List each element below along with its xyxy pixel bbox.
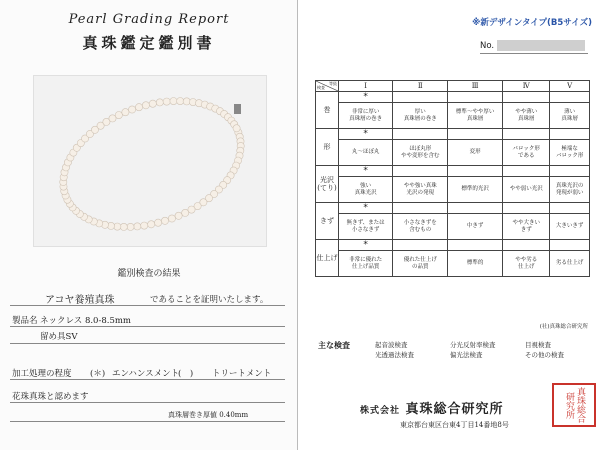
grade-mark-cell: * [339, 129, 393, 140]
grade-star-row [316, 166, 590, 177]
grade-desc-row [316, 140, 590, 166]
corner-bottom-label: 検査 [317, 85, 325, 90]
natural-pearl-statement: 花珠真珠と認めます [12, 392, 89, 402]
processing-opt2-mark: ( ) [178, 369, 194, 379]
pearl-type: アコヤ養殖真珠 [45, 295, 115, 306]
criterion-label: 光沢 (てり) [316, 166, 339, 203]
grade-mark-cell [393, 92, 448, 103]
grade-mark-cell [393, 166, 448, 177]
report-title-japanese: 真珠鑑定鑑別書 [82, 34, 216, 52]
grade-description: 優れた仕上げ の品質 [393, 251, 448, 277]
processing-opt1: エンハンスメント [112, 369, 180, 379]
grade-description: 厚い 真珠層の巻き [393, 103, 448, 129]
grade-desc-row [316, 214, 590, 240]
clasp-text: 留め具SV [40, 332, 78, 342]
grade-star-row [316, 240, 590, 251]
grade-description: 無きず、または 小さなきず [339, 214, 393, 240]
grade-mark-cell [503, 166, 550, 177]
corner-top-label: 等級 [329, 81, 337, 86]
company-prefix: 株式会社 [360, 406, 401, 416]
divider [10, 379, 285, 380]
criterion-label: 形 [316, 129, 339, 166]
grade-description: 真珠光沢の 発現が弱い [550, 177, 590, 203]
grade-description: 丸～ほぼ丸 [339, 140, 393, 166]
inspection-item: 光透過法検査 [375, 351, 414, 359]
grade-mark-cell [393, 129, 448, 140]
grade-mark-cell [503, 240, 550, 251]
pearl-bead [155, 219, 162, 226]
product-value: ネックレス 8.0-8.5mm [40, 316, 131, 326]
divider [10, 402, 285, 403]
table-footnote: (社)真珠総合研究所 [539, 324, 588, 330]
processing-label: 加工処理の程度 [12, 369, 72, 379]
pearl-bead [233, 125, 240, 132]
pearl-bead [122, 109, 129, 116]
inspection-item: 偏光法検査 [450, 351, 483, 359]
pearl-bead [127, 223, 134, 230]
number-underline [480, 53, 588, 54]
grade-header: Ⅰ [339, 81, 393, 92]
pearl-bead [177, 98, 184, 105]
grade-description: 非常に厚い 真珠層の巻き [339, 103, 393, 129]
grade-description: 強い 真珠光沢 [339, 177, 393, 203]
inspection-item: 目視検査 [525, 341, 551, 349]
new-design-note: ※新デザインタイプ(B5サイズ) [472, 18, 592, 28]
left-page [0, 0, 298, 450]
product-label: 製品名 [12, 316, 38, 326]
number-redacted [497, 40, 585, 51]
divider [10, 421, 285, 422]
grade-desc-row [316, 103, 590, 129]
grade-description: 劣る仕上げ [550, 251, 590, 277]
grade-mark-cell [503, 129, 550, 140]
grade-mark-cell [503, 92, 550, 103]
grade-description: やや弱い光沢 [503, 177, 550, 203]
pearl-bead [134, 223, 141, 230]
pearl-bead [142, 102, 149, 109]
grade-mark-cell [393, 203, 448, 214]
grade-description: 小さなきずを 含むもの [393, 214, 448, 240]
grade-description: 標準的光沢 [448, 177, 503, 203]
grade-mark-cell [448, 92, 503, 103]
grade-mark-cell: * [339, 166, 393, 177]
grade-mark-cell [448, 203, 503, 214]
grade-description: 標準的 [448, 251, 503, 277]
divider [10, 305, 285, 306]
processing-opt1-mark: (＊) [90, 369, 106, 379]
divider [10, 343, 285, 344]
pearl-bead [148, 221, 155, 228]
inspection-item: その他の検査 [525, 351, 564, 359]
grade-header: Ⅳ [503, 81, 550, 92]
pearl-bead [141, 222, 148, 229]
pearl-bead [161, 217, 168, 224]
grade-mark-cell: * [339, 240, 393, 251]
grade-mark-cell [448, 240, 503, 251]
grade-mark-cell: * [339, 203, 393, 214]
grade-mark-cell [448, 129, 503, 140]
grade-mark-cell [550, 166, 590, 177]
company-address: 東京都台東区台東4丁目14番地8号 [400, 421, 509, 429]
grade-mark-cell [393, 240, 448, 251]
grade-description: 大きいきず [550, 214, 590, 240]
grade-description: 薄い 真珠層 [550, 103, 590, 129]
criterion-label: 仕上げ [316, 240, 339, 277]
grade-mark-cell [550, 129, 590, 140]
inspection-item: 分光反射率検査 [450, 341, 496, 349]
pearl-necklace-photo [33, 75, 267, 247]
results-title: 鑑別検査の結果 [117, 269, 181, 279]
grade-description: ほぼ丸形 やや変形を含む [393, 140, 448, 166]
grade-header: Ⅱ [393, 81, 448, 92]
grade-description: 非常に優れた 仕上げ品質 [339, 251, 393, 277]
grade-header: Ⅴ [550, 81, 590, 92]
pearl-bead [149, 100, 156, 107]
grade-header-row [316, 81, 590, 92]
inspection-item: 起音波検査 [375, 341, 408, 349]
grade-desc-row [316, 251, 590, 277]
company-seal [552, 383, 596, 427]
pearl-bead [168, 215, 175, 222]
pearl-bead [135, 104, 142, 111]
grade-description: やや薄い 真珠層 [503, 103, 550, 129]
divider [10, 326, 285, 327]
pearl-bead [163, 98, 170, 105]
criterion-label: 巻 [316, 92, 339, 129]
grade-description: 標準～やや厚い 真珠層 [448, 103, 503, 129]
pearl-bead [129, 106, 136, 113]
grade-star-row [316, 203, 590, 214]
right-page [300, 0, 600, 450]
grade-desc-row [316, 177, 590, 203]
corner-cell [316, 81, 339, 92]
grade-description: 中きず [448, 214, 503, 240]
pearl-bead [170, 98, 177, 105]
grade-description: やや強い真珠 光沢の発現 [393, 177, 448, 203]
grading-table [315, 80, 590, 277]
grade-mark-cell [448, 166, 503, 177]
grade-description: 極端な バロック形 [550, 140, 590, 166]
grade-mark-cell: * [339, 92, 393, 103]
processing-opt2: トリートメント [212, 369, 272, 379]
major-inspection-title: 主な検査 [318, 340, 350, 350]
company-title: 真珠総合研究所 [405, 402, 504, 417]
grade-description: やや劣る 仕上げ [503, 251, 550, 277]
report-title-english: Pearl Grading Report [68, 12, 230, 27]
criterion-label: きず [316, 203, 339, 240]
grade-description: バロック形 である [503, 140, 550, 166]
company-name [360, 398, 504, 417]
certify-text: であることを証明いたします。 [150, 295, 269, 305]
pearl-bead [175, 212, 182, 219]
grade-star-row [316, 129, 590, 140]
grade-description: やや大きい きず [503, 214, 550, 240]
pearl-necklace-image [34, 76, 266, 246]
grade-star-row [316, 92, 590, 103]
pearl-bead [120, 223, 127, 230]
grade-header: Ⅲ [448, 81, 503, 92]
seal-text: 真珠総合研究所 [564, 387, 585, 423]
min-thickness: 真珠層巻き厚値 0.40mm [168, 411, 249, 419]
clasp [234, 104, 241, 114]
grade-mark-cell [550, 92, 590, 103]
number-label: No. [480, 41, 495, 51]
grade-mark-cell [550, 240, 590, 251]
grade-mark-cell [550, 203, 590, 214]
pearl-bead [115, 112, 122, 119]
pearl-bead [156, 99, 163, 106]
grade-description: 変形 [448, 140, 503, 166]
pearl-bead [182, 209, 189, 216]
grade-mark-cell [503, 203, 550, 214]
